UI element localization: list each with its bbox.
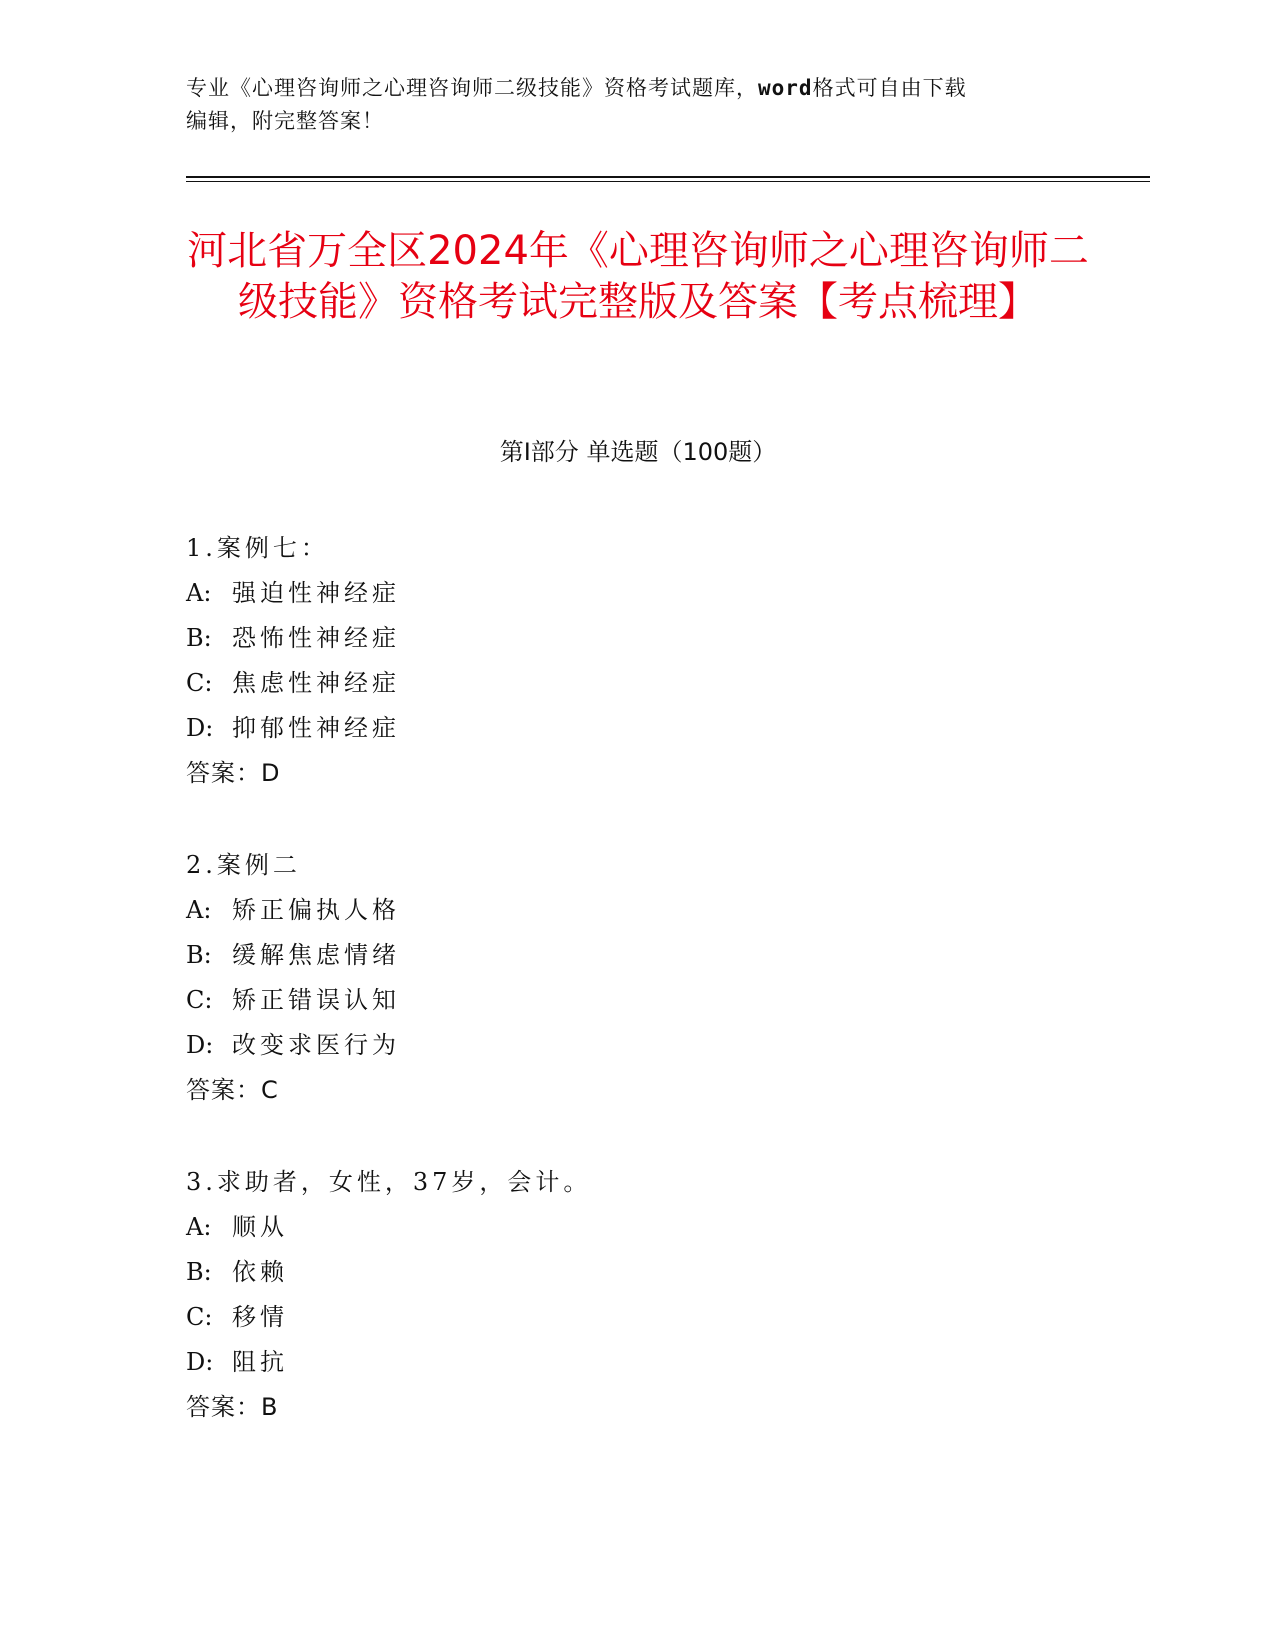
option-key: A: [186, 896, 212, 924]
option-text: 恐怖性神经症 [232, 624, 400, 652]
option-key: B: [186, 941, 212, 969]
option-text: 强迫性神经症 [232, 579, 400, 607]
header-note [186, 72, 1066, 138]
option-key: C: [186, 1303, 213, 1331]
document-title: 河北省万全区2024年《心理咨询师之心理咨询师二级技能》资格考试完整版及答案【考点梳理】 [187, 228, 1089, 325]
option-a [186, 571, 986, 616]
option-key: D: [186, 1348, 214, 1376]
question-2 [186, 843, 986, 1113]
option-key: B: [186, 624, 212, 652]
option-c [186, 1295, 986, 1340]
header-note-word: word [758, 76, 813, 100]
option-a [186, 888, 986, 933]
option-b [186, 1250, 986, 1295]
option-key: C: [186, 669, 213, 697]
option-c [186, 661, 986, 706]
option-text: 顺从 [232, 1213, 288, 1241]
option-key: D: [186, 1031, 214, 1059]
option-d [186, 1023, 986, 1068]
question-stem: 2.案例二 [186, 851, 301, 879]
option-text: 矫正错误认知 [232, 986, 400, 1014]
header-divider-thin [186, 181, 1150, 182]
option-text: 依赖 [232, 1258, 288, 1286]
option-text: 缓解焦虑情绪 [232, 941, 400, 969]
option-d [186, 706, 986, 751]
section-heading: 第Ⅰ部分 单选题（100题） [499, 438, 777, 466]
option-text: 抑郁性神经症 [232, 714, 400, 742]
option-key: A: [186, 1213, 212, 1241]
option-key: A: [186, 579, 212, 607]
answer-line: 答案：B [186, 1393, 279, 1421]
option-text: 改变求医行为 [232, 1031, 400, 1059]
answer-line: 答案：C [186, 1076, 279, 1104]
question-stem: 1.案例七： [186, 534, 329, 562]
header-divider-thick [186, 176, 1150, 178]
option-d [186, 1340, 986, 1385]
option-b [186, 933, 986, 978]
option-text: 移情 [232, 1303, 288, 1331]
header-note-prefix: 专业《心理咨询师之心理咨询师二级技能》资格考试题库， [186, 76, 758, 100]
option-key: D: [186, 714, 214, 742]
question-1 [186, 526, 986, 796]
question-stem: 3.求助者，女性，37岁，会计。 [186, 1168, 592, 1196]
option-key: C: [186, 986, 213, 1014]
option-text: 焦虑性神经症 [232, 669, 400, 697]
option-key: B: [186, 1258, 212, 1286]
option-b [186, 616, 986, 661]
option-text: 阻抗 [232, 1348, 288, 1376]
option-a [186, 1205, 986, 1250]
question-3 [186, 1160, 986, 1430]
header-note-line-2: 编辑，附完整答案！ [186, 109, 384, 133]
header-note-suffix: 格式可自由下载 [812, 76, 967, 100]
option-c [186, 978, 986, 1023]
answer-line: 答案：D [186, 759, 281, 787]
header-note-line-1 [186, 72, 1066, 105]
option-text: 矫正偏执人格 [232, 896, 400, 924]
